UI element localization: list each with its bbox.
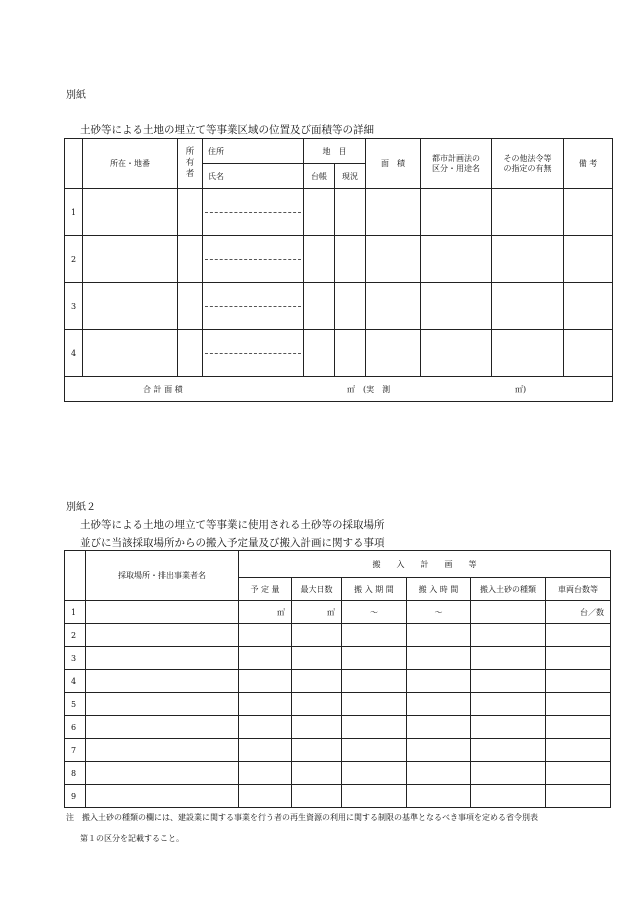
remarks-cell[interactable]: [564, 189, 613, 236]
urban-cell[interactable]: [421, 283, 492, 330]
maxdays-cell[interactable]: [292, 716, 342, 739]
period-cell[interactable]: [342, 647, 407, 670]
other-cell[interactable]: [492, 236, 564, 283]
total-area-cell: [65, 377, 613, 402]
table-row: [65, 624, 611, 647]
quantity-cell[interactable]: [239, 624, 292, 647]
maxdays-cell[interactable]: ㎥: [292, 601, 342, 624]
header-land-category: 地 目: [304, 139, 366, 164]
row-number: 2: [65, 236, 83, 283]
header-ledger: 台帳: [304, 164, 335, 189]
row-number: 4: [65, 330, 83, 377]
vehicles-cell[interactable]: [546, 647, 611, 670]
location-cell[interactable]: [83, 236, 178, 283]
location-cell[interactable]: [83, 330, 178, 377]
maxdays-cell[interactable]: [292, 785, 342, 808]
row-number: 9: [65, 785, 86, 808]
table-row: [65, 283, 613, 330]
period-cell[interactable]: [342, 716, 407, 739]
table1-title: 土砂等による土地の埋立て等事業区域の位置及び面積等の詳細: [80, 124, 374, 136]
soil-type-cell[interactable]: [471, 739, 546, 762]
note-line1: 注 搬入土砂の種類の欄には、建設業に関する事業を行う者の再生資源の利用に関する制限の基準となるべき事項を定める省令別表: [66, 813, 538, 822]
period-cell[interactable]: [342, 762, 407, 785]
soil-type-cell[interactable]: [471, 762, 546, 785]
table-row: [65, 236, 613, 283]
row-number: 3: [65, 647, 86, 670]
row-number: 7: [65, 739, 86, 762]
area-cell[interactable]: [366, 236, 421, 283]
header-maxdays: 最大日数: [292, 578, 342, 601]
row-number: 2: [65, 624, 86, 647]
header-time: 搬 入 時 間: [407, 578, 471, 601]
site-cell[interactable]: [86, 670, 239, 693]
divider: [205, 259, 301, 260]
header-current: 現況: [335, 164, 366, 189]
time-cell[interactable]: [407, 647, 471, 670]
header-name: 氏名: [203, 164, 304, 189]
soil-type-cell[interactable]: [471, 670, 546, 693]
site-cell[interactable]: [86, 716, 239, 739]
table-row: [65, 762, 611, 785]
total-row: [65, 377, 613, 402]
header-other-laws: その他法令等 の指定の有無: [492, 139, 564, 189]
header-plan: 搬 入 計 画 等: [239, 551, 611, 578]
header-period: 搬 入 期 間: [342, 578, 407, 601]
ledger-cell[interactable]: [304, 236, 335, 283]
other-cell[interactable]: [492, 330, 564, 377]
period-cell[interactable]: [342, 670, 407, 693]
table-row: [65, 716, 611, 739]
soil-type-cell[interactable]: [471, 716, 546, 739]
maxdays-cell[interactable]: [292, 670, 342, 693]
maxdays-cell[interactable]: [292, 762, 342, 785]
maxdays-cell[interactable]: [292, 739, 342, 762]
vehicles-cell[interactable]: [546, 785, 611, 808]
table-row: [65, 647, 611, 670]
area-cell[interactable]: [366, 283, 421, 330]
time-cell[interactable]: [407, 785, 471, 808]
current-cell[interactable]: [335, 330, 366, 377]
owner-blank-cell: [178, 189, 203, 236]
owner-blank-cell: [178, 283, 203, 330]
owner-blank-cell: [178, 330, 203, 377]
table-row: [65, 189, 613, 236]
owner-cell[interactable]: [203, 283, 304, 330]
row-number: 1: [65, 189, 83, 236]
table-row: [65, 330, 613, 377]
site-cell[interactable]: [86, 785, 239, 808]
area-cell[interactable]: [366, 189, 421, 236]
header-urban-plan: 都市計画法の 区分・用途名: [421, 139, 492, 189]
table-row: [65, 785, 611, 808]
vehicles-cell[interactable]: [546, 716, 611, 739]
quantity-cell[interactable]: [239, 716, 292, 739]
row-number: 8: [65, 762, 86, 785]
site-cell[interactable]: [86, 693, 239, 716]
divider: [205, 212, 301, 213]
quantity-cell[interactable]: [239, 693, 292, 716]
soil-type-cell[interactable]: [471, 624, 546, 647]
attachment-heading: 別紙: [66, 90, 86, 101]
site-cell[interactable]: [86, 624, 239, 647]
header-address: 住所: [203, 139, 304, 164]
quantity-cell[interactable]: [239, 785, 292, 808]
site-cell[interactable]: [86, 647, 239, 670]
owner-blank-cell: [178, 236, 203, 283]
period-cell[interactable]: ～: [342, 601, 407, 624]
remarks-cell[interactable]: [564, 330, 613, 377]
time-cell[interactable]: [407, 739, 471, 762]
quantity-cell[interactable]: [239, 647, 292, 670]
remarks-cell[interactable]: [564, 236, 613, 283]
maxdays-cell[interactable]: [292, 647, 342, 670]
row-number: 5: [65, 693, 86, 716]
time-cell[interactable]: ～: [407, 601, 471, 624]
location-cell[interactable]: [83, 189, 178, 236]
site-cell[interactable]: [86, 762, 239, 785]
quantity-cell[interactable]: [239, 762, 292, 785]
area-cell[interactable]: [366, 330, 421, 377]
table2-title-line2: 並びに当該採取場所からの搬入予定量及び搬入計画に関する事項: [80, 537, 385, 549]
vehicles-cell[interactable]: 台／数: [546, 601, 611, 624]
header-soil-type: 搬入土砂の種類: [471, 578, 546, 601]
vehicles-cell[interactable]: [546, 739, 611, 762]
owner-cell[interactable]: [203, 330, 304, 377]
period-cell[interactable]: [342, 739, 407, 762]
table2-title-line1: 土砂等による土地の埋立て等事業に使用される土砂等の採取場所: [80, 519, 385, 531]
row-number: 1: [65, 601, 86, 624]
ledger-cell[interactable]: [304, 283, 335, 330]
row-number: 6: [65, 716, 86, 739]
urban-cell[interactable]: [421, 189, 492, 236]
quantity-cell[interactable]: ㎥: [239, 601, 292, 624]
vehicles-cell[interactable]: [546, 693, 611, 716]
period-cell[interactable]: [342, 624, 407, 647]
vehicles-cell[interactable]: [546, 624, 611, 647]
header-site: 採取場所・排出事業者名: [86, 551, 239, 601]
time-cell[interactable]: [407, 716, 471, 739]
vehicles-cell[interactable]: [546, 762, 611, 785]
divider: [205, 306, 301, 307]
header-area: 面 積: [366, 139, 421, 189]
period-cell[interactable]: [342, 785, 407, 808]
soil-type-cell[interactable]: [471, 601, 546, 624]
quantity-cell[interactable]: [239, 739, 292, 762]
row-number: 3: [65, 283, 83, 330]
table-row: [65, 693, 611, 716]
header-remarks: 備 考: [564, 139, 613, 189]
other-cell[interactable]: [492, 283, 564, 330]
period-cell[interactable]: [342, 693, 407, 716]
soil-type-cell[interactable]: [471, 693, 546, 716]
header-vehicles: 車両台数等: [546, 578, 611, 601]
quantity-cell[interactable]: [239, 670, 292, 693]
current-cell[interactable]: [335, 236, 366, 283]
header-blank: [65, 139, 83, 189]
site-detail-table: [64, 138, 613, 402]
header-quantity: 予 定 量: [239, 578, 292, 601]
soil-type-cell[interactable]: [471, 785, 546, 808]
table-row: [65, 670, 611, 693]
remarks-cell[interactable]: [564, 283, 613, 330]
urban-cell[interactable]: [421, 330, 492, 377]
site-cell[interactable]: [86, 601, 239, 624]
total-unit-measured: ㎡): [515, 385, 527, 394]
urban-cell[interactable]: [421, 236, 492, 283]
time-cell[interactable]: [407, 670, 471, 693]
current-cell[interactable]: [335, 283, 366, 330]
total-label: 合 計 面 積: [143, 385, 183, 394]
header-owner: 所 有 者: [178, 139, 203, 189]
header-blank: [65, 551, 86, 601]
time-cell[interactable]: [407, 762, 471, 785]
table-row: [65, 601, 611, 624]
ledger-cell[interactable]: [304, 189, 335, 236]
header-location: 所在・地番: [83, 139, 178, 189]
current-cell[interactable]: [335, 189, 366, 236]
attachment2-heading: 別紙２: [66, 502, 96, 513]
table-row: [65, 739, 611, 762]
row-number: 4: [65, 670, 86, 693]
owner-cell[interactable]: [203, 236, 304, 283]
divider: [205, 353, 301, 354]
owner-cell[interactable]: [203, 189, 304, 236]
ledger-cell[interactable]: [304, 330, 335, 377]
time-cell[interactable]: [407, 693, 471, 716]
site-cell[interactable]: [86, 739, 239, 762]
location-cell[interactable]: [83, 283, 178, 330]
maxdays-cell[interactable]: [292, 624, 342, 647]
soil-type-cell[interactable]: [471, 647, 546, 670]
time-cell[interactable]: [407, 624, 471, 647]
maxdays-cell[interactable]: [292, 693, 342, 716]
vehicles-cell[interactable]: [546, 670, 611, 693]
haul-plan-table: [64, 550, 611, 808]
total-unit: ㎡ (実 測: [347, 385, 391, 394]
note-line2: 第１の区分を記載すること。: [80, 834, 184, 843]
other-cell[interactable]: [492, 189, 564, 236]
